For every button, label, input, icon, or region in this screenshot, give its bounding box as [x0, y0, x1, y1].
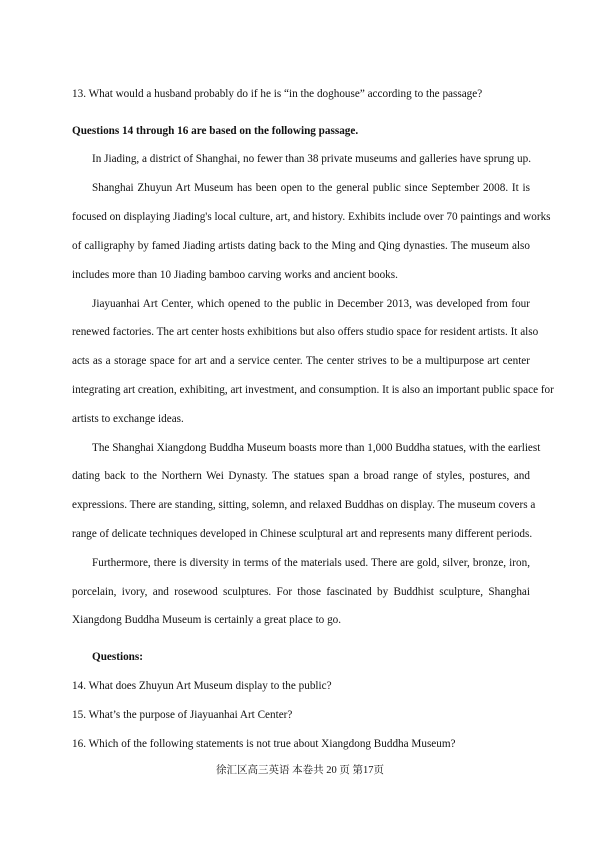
paragraph-2-line-4: includes more than 10 Jiading bamboo carving works and ancient books.: [72, 269, 398, 281]
paragraph-4-line-4: range of delicate techniques developed in Chinese sculptural art and represents many different periods.: [72, 528, 533, 540]
paragraph-4-line-2: dating back to the Northern Wei Dynasty. The statues span a broad range of styles, postures, and: [72, 470, 530, 482]
question-14: 14. What does Zhuyun Art Museum display to the public?: [72, 680, 332, 692]
paragraph-4-line-1: The Shanghai Xiangdong Buddha Museum boasts more than 1,000 Buddha statues, with the earliest: [92, 442, 541, 454]
paragraph-5-line-2: porcelain, ivory, and rosewood sculptures. For those fascinated by Buddhist sculpture, Shanghai: [72, 586, 530, 598]
passage-heading: Questions 14 through 16 are based on the following passage.: [72, 125, 359, 137]
paragraph-3-line-1: Jiayuanhai Art Center, which opened to the public in December 2013, was developed from four: [92, 298, 530, 310]
paragraph-1-line-1: In Jiading, a district of Shanghai, no fewer than 38 private museums and galleries have sprung up.: [92, 153, 532, 165]
paragraph-2-line-1: Shanghai Zhuyun Art Museum has been open to the general public since September 2008. It is: [92, 182, 530, 194]
paragraph-2-line-2: focused on displaying Jiading's local culture, art, and history. Exhibits include over 70 paintings and works: [72, 211, 551, 223]
paragraph-3-line-2: renewed factories. The art center hosts exhibitions but also offers studio space for resident artists. It also: [72, 326, 539, 338]
paragraph-3-line-5: artists to exchange ideas.: [72, 413, 184, 425]
page-footer: 徐汇区高三英语 本卷共 20 页 第17页: [216, 765, 384, 776]
question-13: 13. What would a husband probably do if he is “in the doghouse” according to the passage?: [72, 88, 483, 100]
paragraph-2-line-3: of calligraphy by famed Jiading artists dating back to the Ming and Qing dynasties. The museum also: [72, 240, 530, 252]
paragraph-3-line-4: integrating art creation, exhibiting, art investment, and consumption. It is also an important public space for: [72, 384, 554, 396]
paragraph-4-line-3: expressions. There are standing, sitting, solemn, and relaxed Buddhas on display. The museum covers a: [72, 499, 536, 511]
question-15: 15. What’s the purpose of Jiayuanhai Art Center?: [72, 709, 293, 721]
paragraph-3-line-3: acts as a storage space for art and a service center. The center strives to be a multipurpose art center: [72, 355, 530, 367]
questions-label: Questions:: [92, 651, 143, 663]
paragraph-5-line-3: Xiangdong Buddha Museum is certainly a great place to go.: [72, 614, 342, 626]
paragraph-5-line-1: Furthermore, there is diversity in terms of the materials used. There are gold, silver, bronze, iron,: [92, 557, 530, 569]
question-16: 16. Which of the following statements is not true about Xiangdong Buddha Museum?: [72, 738, 456, 750]
